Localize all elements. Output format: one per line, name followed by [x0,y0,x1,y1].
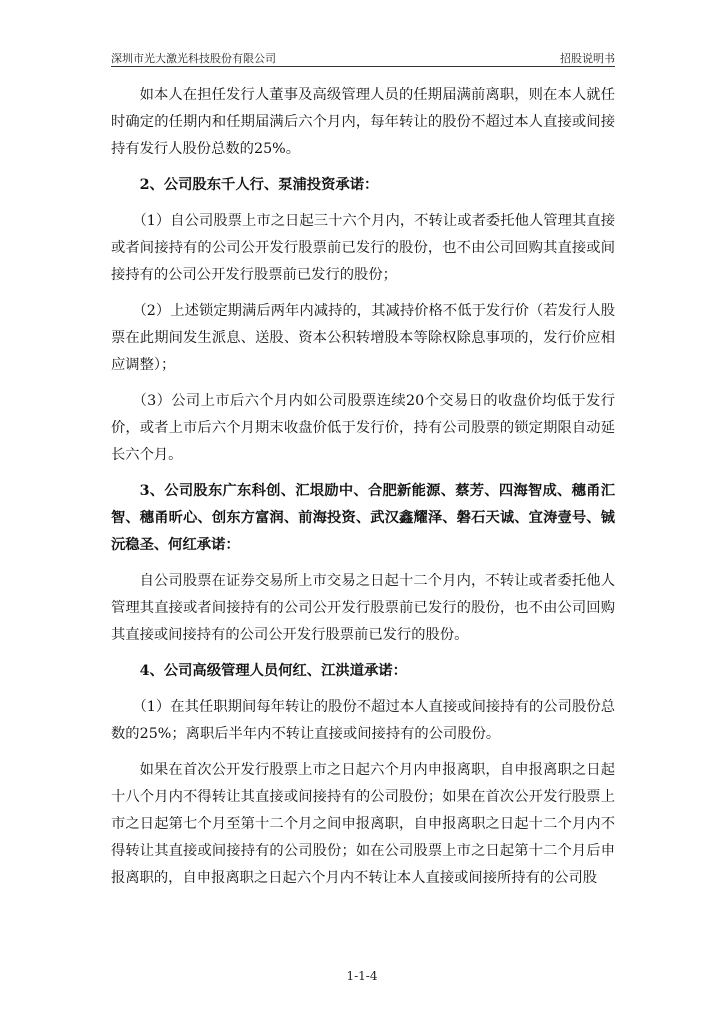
paragraph-commitment-2-item-1: （1）自公司股票上市之日起三十六个月内，不转让或者委托他人管理其直接或者间接持有的公司公开发行股票前已发行的股份，也不由公司回购其直接或间接持有的公司公开发行股票前已发行的股份； [111,213,615,283]
paragraph-commitment-4-resignation: 如果在首次公开发行股票上市之日起六个月内申报离职，自申报离职之日起十八个月内不得转让其直接或间接持有的公司股份；如果在首次公开发行股票上市之日起第七个月至第十二个月之间申报离职，自申报离职之日起十二个月内不得转让其直接或间接持有的公司股份；如在公司股票上市之日起第十二个月后申报离职的，自申报离职之日起六个月内不转让本人直接或间接所持有的公司股 [111,762,615,886]
header-company-name: 深圳市光大激光科技股份有限公司 [111,52,276,65]
page-header [111,50,615,67]
heading-commitment-3: 3、公司股东广东科创、汇垠励中、合肥新能源、蔡芳、四海智成、穗甬汇智、穗甬昕心、创东方富润、前海投资、武汉鑫耀泽、磐石天诚、宜涛壹号、铖沅稳圣、何红承诺： [111,483,615,553]
heading-commitment-4: 4、公司高级管理人员何红、江洪道承诺： [139,663,407,679]
heading-commitment-2: 2、公司股东千人行、泵浦投资承诺： [139,177,379,193]
paragraph-commitment-2-item-3: （3）公司上市后六个月内如公司股票连续20个交易日的收盘价均低于发行价，或者上市后六个月期末收盘价低于发行价，持有公司股票的锁定期限自动延长六个月。 [111,393,615,463]
page-number: 1-1-4 [346,969,378,983]
document-body [111,82,615,901]
paragraph-commitment-2-item-2: （2）上述锁定期满后两年内减持的，其减持价格不低于发行价（若发行人股票在此期间发生派息、送股、资本公积转增股本等除权除息事项的，发行价应相应调整）； [111,303,615,373]
header-document-type: 招股说明书 [560,52,615,65]
paragraph-commitment-3: 自公司股票在证券交易所上市交易之日起十二个月内，不转让或者委托他人管理其直接或者间接持有的公司公开发行股票前已发行的股份，也不由公司回购其直接或间接持有的公司公开发行股票前已发行的股份。 [111,573,615,643]
paragraph-commitment-4-item-1: （1）在其任职期间每年转让的股份不超过本人直接或间接持有的公司股份总数的25%；离职后半年内不转让直接或间接持有的公司股份。 [111,699,615,742]
paragraph-director-transfer-limit: 如本人在担任发行人董事及高级管理人员的任期届满前离职，则在本人就任时确定的任期内和任期届满后六个月内，每年转让的股份不超过本人直接或间接持有发行人股份总数的25%。 [111,87,615,157]
